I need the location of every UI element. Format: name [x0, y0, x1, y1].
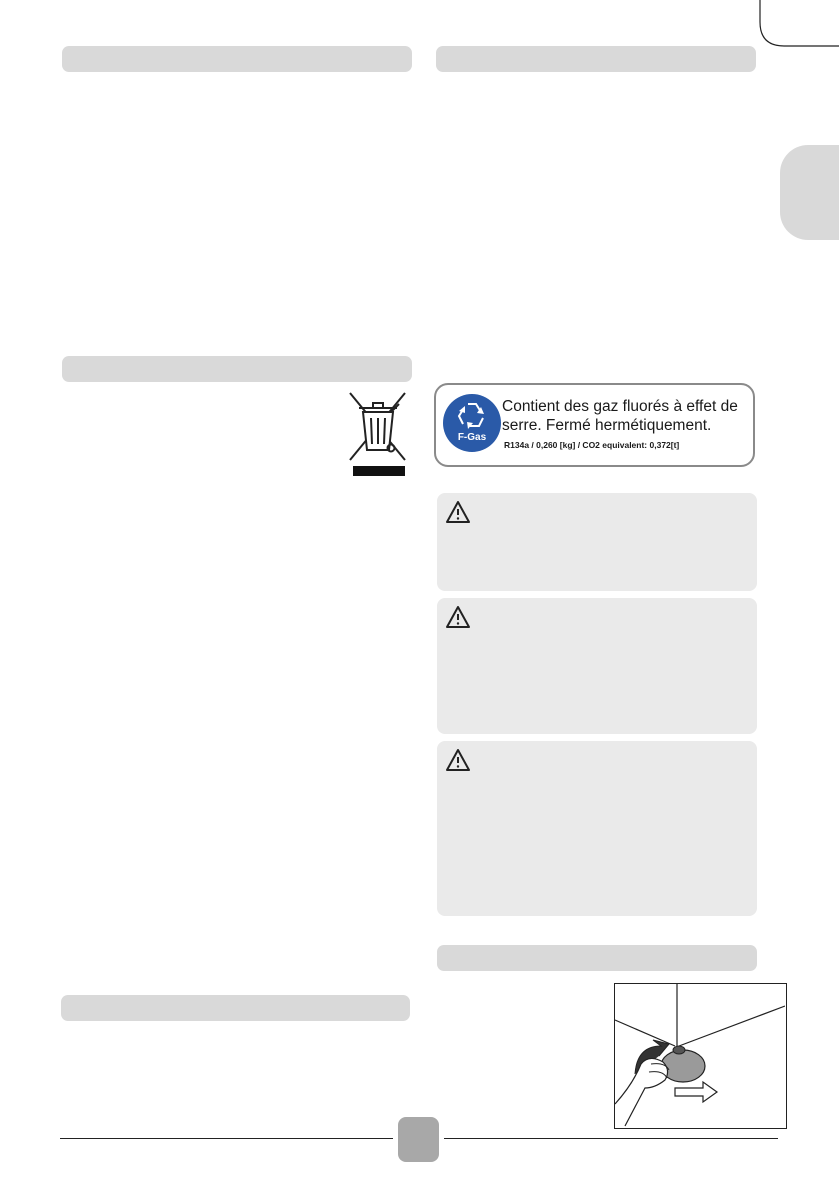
- section-header-bar-4: [61, 995, 410, 1021]
- side-language-tab: [780, 145, 839, 240]
- section-header-bar-2: [436, 46, 756, 72]
- warning-triangle-icon: [445, 605, 471, 629]
- crossed-out-wheelie-bin-icon: [347, 390, 411, 480]
- fgas-label: [434, 383, 755, 467]
- leveling-foot-drawing: [615, 984, 785, 1127]
- recycle-icon: [456, 400, 488, 430]
- warning-triangle-icon: [445, 748, 471, 772]
- section-header-bar-1: [62, 46, 412, 72]
- warning-triangle-icon: [445, 500, 471, 524]
- footer-rule-right: [444, 1138, 778, 1139]
- fgas-details: R134a / 0,260 [kg] / CO2 equivalent: 0,372[t]: [504, 440, 680, 450]
- section-header-bar-5: [437, 945, 757, 971]
- section-header-bar-3: [62, 356, 412, 382]
- warning-box-3: [437, 741, 757, 916]
- footer-rule-left: [60, 1138, 393, 1139]
- warning-box-1: [437, 493, 757, 591]
- fgas-badge: [443, 394, 501, 452]
- page-number-box: [398, 1117, 439, 1162]
- fgas-badge-text: F-Gas: [457, 432, 487, 443]
- adjustable-foot-illustration: [614, 983, 787, 1129]
- fgas-title: Contient des gaz fluorés à effet de serre. Fermé hermétiquement.: [502, 398, 738, 434]
- warning-box-2: [437, 598, 757, 734]
